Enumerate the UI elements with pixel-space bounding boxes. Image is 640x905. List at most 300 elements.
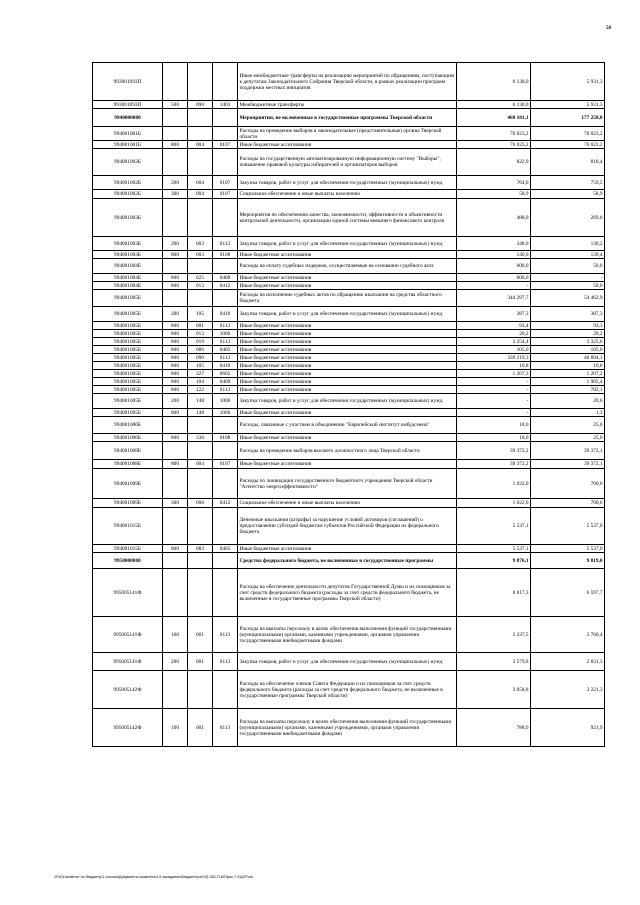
row-section: 0113 (213, 237, 238, 251)
row-name: Закупка товаров, работ и услуг для обеспечения государственных (муниципальных) нужд (238, 307, 457, 322)
table-row (93, 508, 605, 545)
row-department: 004 (188, 176, 213, 190)
row-expense-type: 800 (163, 434, 188, 442)
row-value-year2: 76 023,2 (531, 141, 605, 149)
table-row (93, 378, 605, 386)
table-row (93, 190, 605, 199)
budget-table (92, 62, 605, 747)
row-section: 0405 (213, 545, 238, 553)
row-value-year1: 339 219,3 (457, 354, 531, 362)
row-value-year1: 764,0 (457, 176, 531, 190)
table-row (93, 109, 605, 127)
row-value-year2: 6 597,7 (531, 569, 605, 617)
row-section: 0107 (213, 190, 238, 199)
row-code: 994001004Б (93, 282, 163, 290)
row-value-year1: 18,0 (457, 434, 531, 442)
row-section: 1006 (213, 394, 238, 409)
table-row (93, 409, 605, 417)
row-section: 0412 (213, 499, 238, 508)
row-value-year1: 76 023,2 (457, 127, 531, 141)
row-section: 0107 (213, 141, 238, 149)
row-department: 001 (188, 653, 213, 671)
row-code: 994001005Б (93, 330, 163, 338)
row-expense-type: 800 (163, 274, 188, 282)
row-expense-type: 800 (163, 370, 188, 378)
row-expense-type (163, 469, 188, 499)
table-row (93, 251, 605, 259)
row-expense-type: 100 (163, 709, 188, 747)
row-expense-type: 800 (163, 141, 188, 149)
row-code: 9950000000 (93, 553, 163, 569)
row-department: 003 (188, 237, 213, 251)
row-value-year1: 140,0 (457, 251, 531, 259)
row-value-year2: 1 207,2 (531, 370, 605, 378)
row-value-year2: 5 537,0 (531, 545, 605, 553)
row-name: Расходы по ликвидации государственного бюджетного учреждения Тверской области "Агентство энергоэффективности" (238, 469, 457, 499)
row-value-year2: 387,3 (531, 307, 605, 322)
row-value-year1: - (457, 282, 531, 290)
row-value-year2: 50,0 (531, 282, 605, 290)
row-code: 994001005Б (93, 290, 163, 307)
row-expense-type (163, 149, 188, 176)
row-section (213, 109, 238, 127)
row-code: 994001003Б (93, 199, 163, 237)
row-section (213, 127, 238, 141)
row-value-year2: 25,0 (531, 417, 605, 434)
row-value-year1: 3 254,4 (457, 338, 531, 346)
row-expense-type (163, 63, 188, 101)
table-row (93, 141, 605, 149)
row-expense-type: 500 (163, 101, 188, 109)
row-section (213, 417, 238, 434)
row-value-year2: 58,9 (531, 190, 605, 199)
row-expense-type: 200 (163, 394, 188, 409)
row-value-year2: 105,0 (531, 346, 605, 354)
row-department: 003 (188, 251, 213, 259)
row-department: 004 (188, 190, 213, 199)
row-section (213, 63, 238, 101)
row-section: 0410 (213, 362, 238, 370)
row-code: 994001005Б (93, 362, 163, 370)
row-code: 994001004Б (93, 259, 163, 274)
row-name: Расходы на проведение выборов в законодательные (представительные) органы Тверской области (238, 127, 457, 141)
table-row (93, 386, 605, 394)
table-row (93, 442, 605, 460)
row-code: 995005142Ф (93, 671, 163, 709)
row-section (213, 442, 238, 460)
table-row (93, 569, 605, 617)
page-number: 58 (606, 26, 611, 31)
row-name: Иные бюджетные ассигнования (238, 370, 457, 378)
row-code: 994001005Б (93, 338, 163, 346)
row-code: 994001006Б (93, 434, 163, 442)
table-row (93, 290, 605, 307)
row-value-year1: 39 372,2 (457, 442, 531, 460)
row-department: 336 (188, 434, 213, 442)
row-value-year2: 5 931,3 (531, 101, 605, 109)
row-department: 001 (188, 617, 213, 653)
row-section: 0107 (213, 176, 238, 190)
row-expense-type (163, 199, 188, 237)
row-value-year1: 344 297,7 (457, 290, 531, 307)
row-expense-type (163, 109, 188, 127)
row-name: Иные бюджетные ассигнования (238, 282, 457, 290)
row-value-year2: 20,2 (531, 330, 605, 338)
row-expense-type (163, 259, 188, 274)
row-value-year1: 348,0 (457, 237, 531, 251)
table-row (93, 553, 605, 569)
row-department: 086 (188, 346, 213, 354)
row-code: 994001001Б (93, 127, 163, 141)
row-code: 994001005Б (93, 354, 163, 362)
row-department (188, 553, 213, 569)
row-code: 994001005Б (93, 386, 163, 394)
row-value-year2: 3 325,6 (531, 338, 605, 346)
table-row (93, 127, 605, 141)
row-expense-type: 100 (163, 617, 188, 653)
row-code: 994001015Б (93, 508, 163, 545)
row-value-year1: - (457, 386, 531, 394)
row-code: 994001015Б (93, 545, 163, 553)
row-department: 004 (188, 460, 213, 469)
row-name: Мероприятия по обеспечению качества, экономичности, эффективности и объективности контрольной деятельности, организации единой системы внешнего финансового контроля (238, 199, 457, 237)
row-value-year2: 25,0 (531, 434, 605, 442)
row-expense-type (163, 417, 188, 434)
table-row (93, 259, 605, 274)
row-name: Социальное обеспечение и иные выплаты населению (238, 499, 457, 508)
row-value-year1: 58,9 (457, 190, 531, 199)
row-department (188, 259, 213, 274)
row-code: 994001008Б (93, 442, 163, 460)
row-section: 0405 (213, 346, 238, 354)
row-code: 993001093П (93, 63, 163, 101)
table-row (93, 434, 605, 442)
row-value-year2: 2 831,3 (531, 653, 605, 671)
row-expense-type: 800 (163, 338, 188, 346)
row-value-year2: 5 537,0 (531, 508, 605, 545)
row-expense-type: 300 (163, 499, 188, 508)
row-section: 1006 (213, 330, 238, 338)
row-value-year1: 3 579,8 (457, 653, 531, 671)
row-code: 994001002Б (93, 149, 163, 176)
row-section: 1006 (213, 409, 238, 417)
row-value-year2: 818,4 (531, 149, 605, 176)
row-section: 0108 (213, 251, 238, 259)
row-value-year2: 130,2 (531, 237, 605, 251)
row-value-year2: 700,6 (531, 499, 605, 508)
row-section (213, 259, 238, 274)
row-name: Расходы на государственную автоматизированную информационную систему "Выборы", повышение правовой культуры избирателей и организаторов выборов (238, 149, 457, 176)
table-row (93, 653, 605, 671)
row-value-year2: 93,3 (531, 322, 605, 330)
row-value-year1: 3 237,5 (457, 617, 531, 653)
row-value-year1: 6 817,3 (457, 569, 531, 617)
row-section: 0410 (213, 307, 238, 322)
row-code: 994001005Б (93, 378, 163, 386)
row-department: 006 (188, 499, 213, 508)
row-name: Иные бюджетные ассигнования (238, 338, 457, 346)
row-value-year2: 46 604,1 (531, 354, 605, 362)
row-department (188, 469, 213, 499)
row-department: 122 (188, 386, 213, 394)
row-value-year1: 488,0 (457, 199, 531, 237)
row-value-year1: 3 058,8 (457, 671, 531, 709)
row-value-year1: 600,0 (457, 274, 531, 282)
row-name: Иные бюджетные ассигнования (238, 330, 457, 338)
row-expense-type: 300 (163, 190, 188, 199)
row-section: 0113 (213, 709, 238, 747)
row-section: 0605 (213, 370, 238, 378)
row-expense-type (163, 508, 188, 545)
row-value-year2: 1,3 (531, 409, 605, 417)
row-value-year1: 6 130,0 (457, 63, 531, 101)
row-expense-type: 200 (163, 176, 188, 190)
row-department (188, 149, 213, 176)
row-code: 994001005Б (93, 307, 163, 322)
row-value-year1: 10,8 (457, 362, 531, 370)
row-expense-type (163, 553, 188, 569)
row-code: 994001001Б (93, 141, 163, 149)
row-section (213, 290, 238, 307)
row-section: 0113 (213, 322, 238, 330)
row-name: Социальное обеспечение и иные выплаты населению (238, 190, 457, 199)
row-expense-type: 200 (163, 307, 188, 322)
row-expense-type: 800 (163, 282, 188, 290)
row-code: 9940000000 (93, 109, 163, 127)
row-department: 025 (188, 274, 213, 282)
row-name: Иные бюджетные ассигнования (238, 322, 457, 330)
row-expense-type: 800 (163, 378, 188, 386)
table-row (93, 499, 605, 508)
row-section: 0113 (213, 354, 238, 362)
table-row (93, 101, 605, 109)
row-department: 001 (188, 709, 213, 747)
row-name: Расходы на оплату судебных издержек, осуществляемые на основании судебного акта (238, 259, 457, 274)
row-value-year1: 1 022,0 (457, 499, 531, 508)
row-value-year2: 139,4 (531, 251, 605, 259)
row-expense-type: 200 (163, 237, 188, 251)
row-name: Закупка товаров, работ и услуг для обеспечения государственных (муниципальных) нужд (238, 237, 457, 251)
row-department: 090 (188, 354, 213, 362)
row-name: Средства федерального бюджета, не включенные в государственные программы (238, 553, 457, 569)
row-expense-type: 800 (163, 330, 188, 338)
row-expense-type: 800 (163, 545, 188, 553)
row-expense-type (163, 671, 188, 709)
row-value-year1: 9 876,1 (457, 553, 531, 569)
row-name: Мероприятия, не включенные в государственные программы Тверской области (238, 109, 457, 127)
row-section: 0107 (213, 460, 238, 469)
row-expense-type: 800 (163, 386, 188, 394)
table-row (93, 338, 605, 346)
row-department (188, 109, 213, 127)
row-name: Иные бюджетные ассигнования (238, 274, 457, 282)
row-department: 148 (188, 394, 213, 409)
row-name: Иные бюджетные ассигнования (238, 346, 457, 354)
row-value-year2: 39 372,1 (531, 460, 605, 469)
table-row (93, 149, 605, 176)
row-name: Межбюджетные трансферты (238, 101, 457, 109)
row-name: Расходы, связанные с участием в объединении "Европейский институт омбудсмена" (238, 417, 457, 434)
row-value-year2: 3 221,3 (531, 671, 605, 709)
row-section (213, 553, 238, 569)
row-value-year2: 269,6 (531, 199, 605, 237)
row-department (188, 508, 213, 545)
row-department: 013 (188, 330, 213, 338)
row-name: Иные бюджетные ассигнования (238, 386, 457, 394)
row-section (213, 569, 238, 617)
row-department (188, 569, 213, 617)
table-row (93, 617, 605, 653)
row-code: 994001005Б (93, 394, 163, 409)
row-name: Иные бюджетные ассигнования (238, 460, 457, 469)
file-path-footer: \\Fs01\комитет по бюджету\1 ссылки\Документы комитета\13 заседание\Бюджет\кзп\13) 282-П-6\Прил 7 КЦСР.xls (54, 875, 253, 879)
row-department (188, 199, 213, 237)
table-row (93, 417, 605, 434)
row-section: 0108 (213, 434, 238, 442)
row-value-year1: 6 130,0 (457, 101, 531, 109)
row-value-year1: 600,0 (457, 259, 531, 274)
row-value-year1: 18,0 (457, 417, 531, 434)
row-value-year1: - (457, 409, 531, 417)
row-department: 104 (188, 378, 213, 386)
row-expense-type: 800 (163, 362, 188, 370)
row-name: Денежные взыскания (штрафы) за нарушение условий договоров (соглашений) о предоставлении субсидий бюджетам субъектов Российской Федерации из федерального бюджета (238, 508, 457, 545)
table-row (93, 322, 605, 330)
row-section: 0113 (213, 386, 238, 394)
row-value-year2: 759,5 (531, 176, 605, 190)
table-row (93, 199, 605, 237)
table-row (93, 394, 605, 409)
row-expense-type: 800 (163, 460, 188, 469)
row-department (188, 63, 213, 101)
row-value-year1: 387,3 (457, 307, 531, 322)
row-code: 995005141Ф (93, 569, 163, 617)
row-code: 994001008Б (93, 460, 163, 469)
row-code: 994001005Б (93, 409, 163, 417)
row-value-year2: 1 905,4 (531, 378, 605, 386)
row-section (213, 469, 238, 499)
row-department: 019 (188, 338, 213, 346)
row-department (188, 671, 213, 709)
row-code: 993001093П (93, 101, 163, 109)
table-row (93, 346, 605, 354)
row-name: Иные бюджетные ассигнования (238, 141, 457, 149)
row-code: 994001009Б (93, 469, 163, 499)
row-name: Иные бюджетные ассигнования (238, 362, 457, 370)
row-value-year2: - (531, 274, 605, 282)
row-value-year1: 105,0 (457, 346, 531, 354)
row-value-year2: 782,1 (531, 386, 605, 394)
row-department: 105 (188, 307, 213, 322)
table-row (93, 671, 605, 709)
table-row (93, 469, 605, 499)
row-value-year1: - (457, 394, 531, 409)
row-name: Иные межбюджетные трансферты на реализацию мероприятий по обращениям, поступающим к депутатам Законодательного Собрания Тверской области, в рамках реализации программ поддержки местных инициатив (238, 63, 457, 101)
row-code: 994001006Б (93, 417, 163, 434)
table-row (93, 354, 605, 362)
row-section (213, 199, 238, 237)
row-department: 013 (188, 282, 213, 290)
row-code: 995005141Ф (93, 617, 163, 653)
table-row (93, 709, 605, 747)
row-value-year1: 93,4 (457, 322, 531, 330)
row-section: 0409 (213, 378, 238, 386)
row-code: 994001005Б (93, 322, 163, 330)
row-code: 995005142Ф (93, 709, 163, 747)
row-value-year1: 1 022,0 (457, 469, 531, 499)
row-department (188, 442, 213, 460)
row-value-year2: 50,0 (531, 259, 605, 274)
table-row (93, 545, 605, 553)
row-expense-type: 200 (163, 653, 188, 671)
row-name: Закупка товаров, работ и услуг для обеспечения государственных (муниципальных) нужд (238, 394, 457, 409)
row-code: 994001009Б (93, 499, 163, 508)
row-section (213, 508, 238, 545)
row-value-year1: 76 023,2 (457, 141, 531, 149)
table-row (93, 307, 605, 322)
row-code: 994001002Б (93, 176, 163, 190)
row-value-year1: 822,9 (457, 149, 531, 176)
row-value-year2: 177 258,8 (531, 109, 605, 127)
row-value-year2: 921,9 (531, 709, 605, 747)
row-name: Расходы на проведение выборов высшего должностного лица Тверской области (238, 442, 457, 460)
row-department: 327 (188, 370, 213, 378)
row-code: 994001005Б (93, 346, 163, 354)
row-department (188, 417, 213, 434)
row-name: Расходы на выплаты персоналу в целях обеспечения выполнения функций государственными (муниципальными) органами, казенными учреждениями, органами управления государственными внебюджетными фондами (238, 617, 457, 653)
row-value-year1: 20,2 (457, 330, 531, 338)
row-value-year2: 54 462,9 (531, 290, 605, 307)
row-name: Иные бюджетные ассигнования (238, 409, 457, 417)
row-value-year1: 5 537,1 (457, 545, 531, 553)
row-name: Расходы на обеспечение деятельности депутатов Государственной Думы и их помощников за счет средств федерального бюджета (расходы за счет средств федерального бюджета, не включенные в государственные программы Тверской области) (238, 569, 457, 617)
row-name: Иные бюджетные ассигнования (238, 434, 457, 442)
row-code: 994001004Б (93, 274, 163, 282)
row-name: Расходы на исполнение судебных актов по обращению взыскания на средства областного бюджета (238, 290, 457, 307)
row-section: 0113 (213, 338, 238, 346)
table-row (93, 176, 605, 190)
row-department (188, 127, 213, 141)
row-expense-type (163, 290, 188, 307)
row-code: 994001003Б (93, 237, 163, 251)
row-expense-type: 800 (163, 251, 188, 259)
row-name: Иные бюджетные ассигнования (238, 545, 457, 553)
row-value-year2: 20,6 (531, 394, 605, 409)
row-section: 1403 (213, 101, 238, 109)
row-value-year1: 5 537,1 (457, 508, 531, 545)
row-value-year1: 788,0 (457, 709, 531, 747)
row-department (188, 290, 213, 307)
table-row (93, 460, 605, 469)
row-expense-type (163, 569, 188, 617)
row-value-year1: 1 207,3 (457, 370, 531, 378)
row-section: 0408 (213, 274, 238, 282)
row-name: Расходы на обеспечение членов Совета Федерации и их помощников за счет средств федерального бюджета (расходы за счет средств федерального бюджета, не включенные в государственные программы Тверской области) (238, 671, 457, 709)
row-department: 004 (188, 141, 213, 149)
row-value-year2: 3 766,4 (531, 617, 605, 653)
row-value-year2: 5 931,3 (531, 63, 605, 101)
table-row (93, 330, 605, 338)
row-value-year1: 39 372,2 (457, 460, 531, 469)
row-section: 0113 (213, 617, 238, 653)
row-value-year2: 76 023,2 (531, 127, 605, 141)
row-value-year1: - (457, 378, 531, 386)
row-value-year1: 468 181,1 (457, 109, 531, 127)
row-code: 995005141Ф (93, 653, 163, 671)
row-code: 994001003Б (93, 251, 163, 259)
row-name: Расходы на выплаты персоналу в целях обеспечения выполнения функций государственными (муниципальными) органами, казенными учреждениями, органами управления государственными внебюджетными фондами (238, 709, 457, 747)
row-department: 105 (188, 362, 213, 370)
